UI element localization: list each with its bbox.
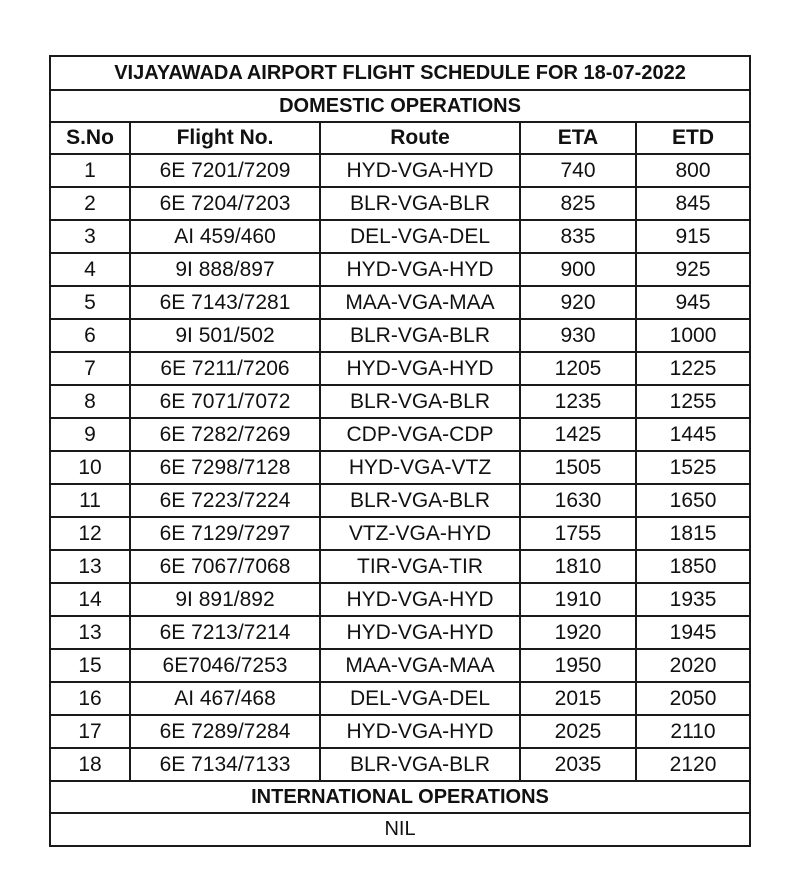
cell-route: HYD-VGA-HYD [320,715,520,748]
column-header-sno: S.No [50,122,130,154]
cell-flight-no: 6E 7282/7269 [130,418,320,451]
cell-etd: 925 [636,253,750,286]
cell-flight-no: 9I 501/502 [130,319,320,352]
cell-eta: 825 [520,187,636,220]
flight-schedule-table [49,55,751,847]
cell-flight-no: 6E 7204/7203 [130,187,320,220]
cell-etd: 1000 [636,319,750,352]
cell-sno: 18 [50,748,130,781]
cell-eta: 2015 [520,682,636,715]
cell-sno: 6 [50,319,130,352]
table-row [50,286,750,319]
cell-route: TIR-VGA-TIR [320,550,520,583]
cell-route: HYD-VGA-HYD [320,154,520,187]
domestic-operations-heading: DOMESTIC OPERATIONS [50,90,750,122]
cell-etd: 2110 [636,715,750,748]
cell-etd: 2120 [636,748,750,781]
cell-flight-no: 6E 7134/7133 [130,748,320,781]
cell-flight-no: 6E 7071/7072 [130,385,320,418]
cell-etd: 845 [636,187,750,220]
cell-etd: 2020 [636,649,750,682]
table-row [50,253,750,286]
table-row [50,451,750,484]
cell-eta: 2025 [520,715,636,748]
cell-sno: 14 [50,583,130,616]
cell-etd: 1225 [636,352,750,385]
cell-eta: 1810 [520,550,636,583]
cell-etd: 1945 [636,616,750,649]
cell-eta: 920 [520,286,636,319]
cell-flight-no: 6E 7223/7224 [130,484,320,517]
cell-flight-no: 9I 891/892 [130,583,320,616]
table-row [50,616,750,649]
cell-eta: 1950 [520,649,636,682]
cell-flight-no: AI 459/460 [130,220,320,253]
cell-sno: 11 [50,484,130,517]
cell-route: HYD-VGA-HYD [320,616,520,649]
cell-etd: 1255 [636,385,750,418]
cell-etd: 1935 [636,583,750,616]
table-row [50,583,750,616]
column-header-etd: ETD [636,122,750,154]
column-header-route: Route [320,122,520,154]
table-row [50,220,750,253]
table-row [50,319,750,352]
column-header-flight-no: Flight No. [130,122,320,154]
table-row [50,154,750,187]
cell-sno: 13 [50,550,130,583]
cell-flight-no: 9I 888/897 [130,253,320,286]
cell-sno: 12 [50,517,130,550]
cell-eta: 835 [520,220,636,253]
cell-route: HYD-VGA-HYD [320,253,520,286]
cell-sno: 10 [50,451,130,484]
cell-sno: 13 [50,616,130,649]
schedule-title: VIJAYAWADA AIRPORT FLIGHT SCHEDULE FOR 18-07-2022 [50,56,750,90]
table-row [50,187,750,220]
cell-eta: 1920 [520,616,636,649]
cell-etd: 1525 [636,451,750,484]
cell-eta: 900 [520,253,636,286]
cell-etd: 915 [636,220,750,253]
cell-sno: 4 [50,253,130,286]
cell-flight-no: 6E 7129/7297 [130,517,320,550]
column-header-eta: ETA [520,122,636,154]
table-row [50,550,750,583]
cell-route: MAA-VGA-MAA [320,649,520,682]
cell-route: HYD-VGA-HYD [320,352,520,385]
table-row [50,352,750,385]
cell-flight-no: 6E7046/7253 [130,649,320,682]
table-row [50,649,750,682]
cell-route: VTZ-VGA-HYD [320,517,520,550]
cell-sno: 1 [50,154,130,187]
cell-etd: 1815 [636,517,750,550]
cell-sno: 3 [50,220,130,253]
cell-route: DEL-VGA-DEL [320,682,520,715]
cell-flight-no: 6E 7067/7068 [130,550,320,583]
cell-etd: 1650 [636,484,750,517]
cell-etd: 2050 [636,682,750,715]
table-row [50,517,750,550]
cell-etd: 945 [636,286,750,319]
international-operations-heading: INTERNATIONAL OPERATIONS [50,781,750,813]
cell-eta: 1630 [520,484,636,517]
international-operations-value: NIL [50,813,750,846]
cell-route: MAA-VGA-MAA [320,286,520,319]
cell-route: BLR-VGA-BLR [320,484,520,517]
table-row [50,484,750,517]
cell-eta: 1755 [520,517,636,550]
cell-sno: 15 [50,649,130,682]
cell-flight-no: AI 467/468 [130,682,320,715]
cell-flight-no: 6E 7211/7206 [130,352,320,385]
cell-eta: 1505 [520,451,636,484]
cell-eta: 740 [520,154,636,187]
flight-schedule-sheet [49,55,749,847]
cell-sno: 17 [50,715,130,748]
cell-eta: 1205 [520,352,636,385]
cell-eta: 1235 [520,385,636,418]
cell-eta: 1910 [520,583,636,616]
table-row [50,748,750,781]
table-row [50,715,750,748]
cell-route: BLR-VGA-BLR [320,748,520,781]
cell-route: CDP-VGA-CDP [320,418,520,451]
cell-flight-no: 6E 7213/7214 [130,616,320,649]
cell-flight-no: 6E 7201/7209 [130,154,320,187]
cell-route: BLR-VGA-BLR [320,187,520,220]
cell-sno: 2 [50,187,130,220]
cell-eta: 1425 [520,418,636,451]
cell-etd: 800 [636,154,750,187]
cell-sno: 9 [50,418,130,451]
cell-eta: 2035 [520,748,636,781]
table-row [50,682,750,715]
cell-etd: 1850 [636,550,750,583]
cell-flight-no: 6E 7289/7284 [130,715,320,748]
table-row [50,418,750,451]
cell-sno: 16 [50,682,130,715]
cell-flight-no: 6E 7298/7128 [130,451,320,484]
cell-route: HYD-VGA-VTZ [320,451,520,484]
cell-etd: 1445 [636,418,750,451]
cell-flight-no: 6E 7143/7281 [130,286,320,319]
cell-route: BLR-VGA-BLR [320,385,520,418]
table-row [50,385,750,418]
cell-route: BLR-VGA-BLR [320,319,520,352]
cell-route: DEL-VGA-DEL [320,220,520,253]
cell-sno: 8 [50,385,130,418]
cell-route: HYD-VGA-HYD [320,583,520,616]
cell-eta: 930 [520,319,636,352]
cell-sno: 7 [50,352,130,385]
cell-sno: 5 [50,286,130,319]
